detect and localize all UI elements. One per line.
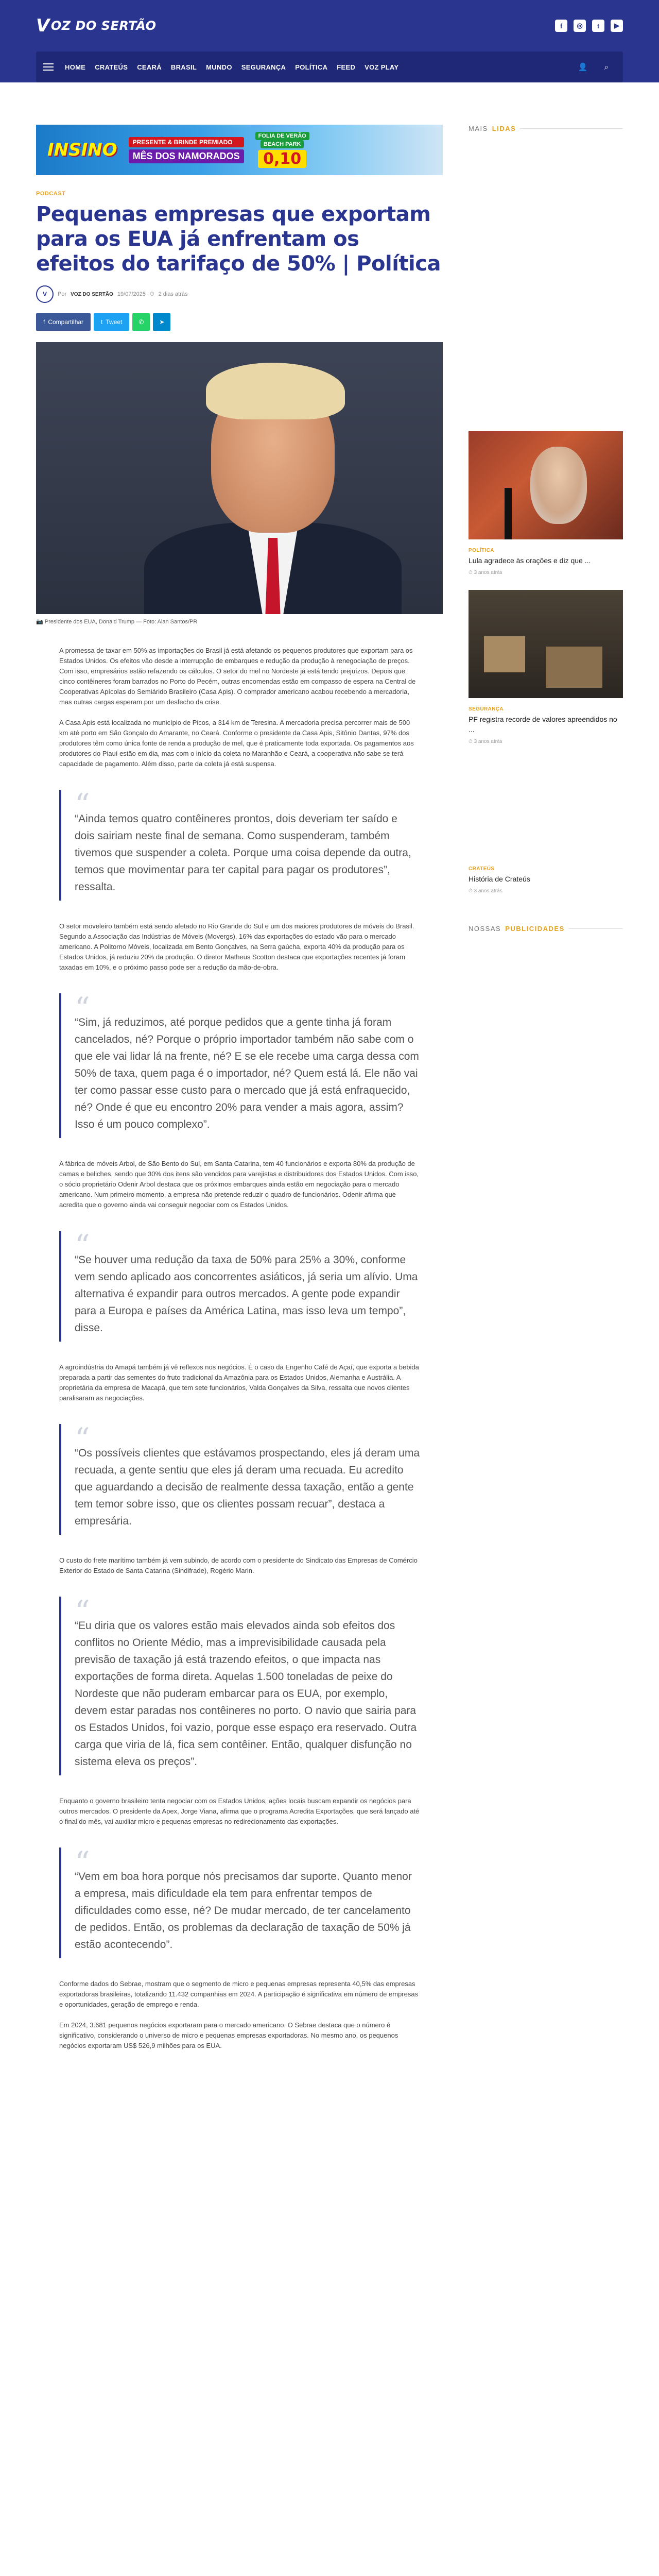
blockquote [59,993,420,1138]
nav-ceara[interactable]: CEARÁ [137,63,162,71]
ad-promo [255,132,309,168]
share-facebook-label: Compartilhar [48,318,84,326]
twitter-icon[interactable]: t [592,20,604,32]
ad-promo-top: FOLIA DE VERÃO [255,132,309,140]
paragraph: A Casa Apis está localizada no município de Picos, a 314 km de Teresina. A mercadoria precisa percorrer mais de 500 km até porto em São Gonçalo do Amarante, no Ceará. Conforme o presidente da Casa Apis, Sitônio Dantas, 97% dos produtores têm como única fonte de renda a produção de mel, que é praticamente toda exportada. Os pagamentos aos produtores do Piauí estão em dia, mas com o início da coleta no Maranhão e Ceará, a cooperativa não sabe se terá capacidade de pagamento. Além disso, parte da coleta já está suspensa. [59,719,414,768]
twitter-icon: t [101,318,103,326]
site-header [0,0,659,82]
paragraph: A agroindústria do Amapá também já vê reflexos nos negócios. É o caso da Engenho Café de Açaí, que exporta a bebida preparada a partir das sementes do fruto tradicional da Amazônia para os Estados Unidos, Alemanha e Austrália. A proprietária da empresa de Macapá, que tem sete funcionários, Valda Gonçalves da Silva, ressalta que novos clientes paralisaram as negociações. [59,1363,419,1402]
author-avatar[interactable]: V [36,285,54,303]
share-whatsapp-button[interactable] [132,313,150,331]
author-name[interactable]: VOZ DO SERTÃO [71,291,113,297]
hero-image [36,342,443,614]
quote-text: “Vem em boa hora porque nós precisamos dar suporte. Quanto menor a empresa, mais dificuldade ela tem para enfrentar tempos de dificuldades como esse, né? De mudar mercado, de ter cancelamento de pedidos. Então, os problemas da declaração de taxação de 50% já estão acontecendo”. [75,1871,412,1951]
nav-politica[interactable]: POLÍTICA [295,63,328,71]
social-links [555,20,623,32]
user-icon[interactable]: 👤 [578,63,588,72]
most-read-highlight: LIDAS [492,125,516,132]
post-title[interactable]: Lula agradece às orações e diz que ... [469,556,591,565]
facebook-icon: f [43,318,45,326]
box-shape [546,647,602,688]
blockquote [59,1228,420,1342]
nav-mundo[interactable]: MUNDO [206,63,232,71]
nav-voz-play[interactable]: VOZ PLAY [365,63,399,71]
post-date: ⏱ 3 anos atrás [469,739,502,744]
paragraph: O custo do frete marítimo também já vem subindo, de acordo com o presidente do Sindicato das Empresas de Comércio Exterior do Estado de Santa Catarina (Sindifrade), Rogério Marin. [59,1556,418,1574]
ad-brand: INSINO [47,140,117,160]
ad-line-1: PRESENTE & BRINDE PREMIADO [129,137,244,147]
quote-icon: “ [75,1228,90,1263]
nav-seguranca[interactable]: SEGURANÇA [241,63,286,71]
telegram-icon: ➤ [159,318,165,326]
paragraph: Enquanto o governo brasileiro tenta negociar com os Estados Unidos, ações locais buscam expandir os negócios para outros mercados. O presidente da Apex, Jorge Viana, afirma que o programa Acredita Exportações, que será lançado até o final do mês, vai auxiliar micro e pequenas empresas no redirecionamento das exportações. [59,1797,420,1825]
quote-text: “Se houver uma redução da taxa de 50% para 25% a 30%, conforme vem sendo aplicado aos concorrentes asiáticos, já seria um alívio. Uma alternativa é expandir para outros mercados. A gente pode expandir para a Europa e países da América Latina, mas isso leva um tempo”, disse. [75,1254,418,1334]
topbar [36,0,623,52]
nav-feed[interactable]: FEED [337,63,356,71]
search-icon[interactable]: ⌕ [604,62,609,72]
list-item[interactable] [469,431,623,575]
share-facebook-button[interactable] [36,313,91,331]
sidebar [469,125,623,2061]
post-date: ⏱ 3 anos atrás [469,888,502,894]
author-prefix: Por [58,291,67,297]
share-row [36,313,443,331]
paragraph: A fábrica de móveis Arbol, de São Bento do Sul, em Santa Catarina, tem 40 funcionários e exporta 80% da produção de camas e beliches, sendo que 30% dos itens são vendidos para varejistas e distribuidores dos Estados Unidos. Com isso, o sócio proprietário Odenir Arbol destaca que os próximos embarques ainda estão em negociação para o mercado americano. Num primeiro momento, a empresa não pretende reduzir o quadro de funcionários. Odenir afirma que acredita que o governo ainda vai conseguir negociar com os Estados Unidos. [59,1160,419,1209]
blockquote [59,787,420,901]
quote-text: “Os possíveis clientes que estávamos prospectando, eles já deram uma recuada, a gente sentiu que eles já deram uma recuada. Eu acredito que aguardando a decisão de realmente dessa taxação, então a gente tem temor sobre isso, que os clientes possam recuar”, destaca a empresária. [75,1447,420,1527]
paragraph: O setor moveleiro também está sendo afetado no Rio Grande do Sul e um dos maiores produtores de móveis do Brasil. Segundo a Associação das Indústrias de Móveis (Movergs), 16% das exportações do estado vão para o mercado americano. A Politorno Móveis, localizada em Bento Gonçalves, na Serra gaúcha, exporta 40% da produção para os Estados Unidos, já reduziu 20% da produção. O diretor Matheus Scotton destaca que exportações recentes já foram taxadas em 10%, e o próximo passo pode ser a redução da mão-de-obra. [59,922,414,971]
article-meta [36,285,443,303]
microphone-shape [505,488,512,539]
article-title: Pequenas empresas que exportam para os EUA já enfrentam os efeitos do tarifaço de 50% | Política [36,202,441,276]
quote-text: “Eu diria que os valores estão mais elevados ainda sob efeitos dos conflitos no Oriente Médio, mas a imprevisibilidade causada pela previsão de taxação já está trazendo efeitos, o que impacta nas exportações de forma direta. Aquelas 1.500 toneladas de peixe do Nordeste que não puderam embarcar para os EUA, por exemplo, devem estar paradas nos contêineres no porto. O navio que sairia para os Estados Unidos, foi vazio, porque esse espaço era reservado. Outra carga que viria de lá, fica sem contêiner. Então, qualquer disfunção no sistema eleva os preços”. [75,1620,417,1768]
share-telegram-button[interactable] [153,313,170,331]
ad-price: 0,10 [258,150,306,168]
ads-heading [469,925,623,933]
quote-icon: “ [75,1594,90,1629]
ads-pre: NOSSAS [469,925,501,933]
quote-icon: “ [75,1845,90,1880]
share-twitter-label: Tweet [106,318,123,326]
article-date: 19/07/2025 [117,291,146,297]
quote-icon: “ [75,991,90,1026]
post-category[interactable]: SEGURANÇA [469,706,504,712]
page-container [36,82,623,2061]
site-logo[interactable] [36,15,157,36]
facebook-icon[interactable]: f [555,20,567,32]
blockquote [59,1421,420,1535]
person-shape [530,447,587,524]
article-main [36,125,443,2061]
menu-icon[interactable] [43,61,54,73]
sidebar-blank [469,132,623,431]
blockquote [59,1594,420,1775]
paragraph: Em 2024, 3.681 pequenos negócios exportaram para o mercado americano. O Sebrae destaca que o número é significativo, considerando o universo de micro e pequenas empresas exportadoras. No mesmo ano, os pequenos negócios exportaram US$ 526,9 milhões para os EUA. [59,2021,398,2049]
post-title[interactable]: História de Crateús [469,875,530,883]
hero-caption: 📷 Presidente dos EUA, Donald Trump — Foto: Alan Santos/PR [36,619,198,625]
post-category[interactable]: CRATEÚS [469,866,495,872]
nav-actions [574,58,616,76]
paragraph: A promessa de taxar em 50% as importações do Brasil já está afetando os pequenos produtores que exportam para os Estados Unidos. Os efeitos vão desde a interrupção de embarques e redução da produção à renegociação de preços. Com isso, empresários estão refazendo os cálculos. O setor do mel no Nordeste já está tendo prejuízos. Depois que cinco contêineres foram barrados no Porto do Pecém, outras encomendas estão em compasso de espera na Central de Cooperativas Apícolas do Semiárido Brasileiro (Casa Apis). O comprador americano acabou recebendo a mercadoria, mas outras cargas esperam por um desfecho da crise. [59,647,416,706]
ads-highlight: PUBLICIDADES [505,925,565,933]
nav-home[interactable]: HOME [65,63,86,71]
ad-line-2: MÊS DOS NAMORADOS [129,149,244,163]
article-category[interactable]: PODCAST [36,191,66,197]
quote-icon: “ [75,787,90,822]
post-thumbnail[interactable] [469,431,623,539]
blockquote [59,1845,420,1958]
youtube-icon[interactable]: ▶ [611,20,623,32]
list-item[interactable] [469,866,623,894]
most-read-pre: MAIS [469,125,488,132]
quote-text: “Sim, já reduzimos, até porque pedidos que a gente tinha já foram cancelados, né? Porque o próprio importador também não sabe com o que ele vai lidar lá na frente, né? E se ele recebe uma carga dessa com 50% de taxa, quem paga é o importador, né? Quem está lá. Ele não vai ter como passar esse custo para o mercado que já está enfraquecido, né? Onde é que eu encontro 20% para vender a mais agora, assim? Isso é um pouco complexo”. [75,1016,419,1130]
ad-banner[interactable] [36,125,443,175]
post-title[interactable]: PF registra recorde de valores apreendidos no ... [469,715,617,734]
paragraph: Conforme dados do Sebrae, mostram que o segmento de micro e pequenas empresas representa 40,5% das empresas exportadoras brasileiras, totalizando 11.432 companhias em 2024. A participação é significativa em número de empresas e oportunidades, geração de emprego e renda. [59,1980,419,2008]
nav-crateus[interactable]: CRATEÚS [95,63,128,71]
whatsapp-icon: ✆ [138,318,144,326]
ad-text [129,137,244,163]
post-date: ⏱ 3 anos atrás [469,570,502,575]
article-ago: 2 dias atrás [158,291,188,297]
list-item[interactable] [469,590,623,744]
main-nav [36,52,623,82]
most-read-heading [469,125,623,132]
instagram-icon[interactable]: ◎ [574,20,586,32]
logo-v-icon: V [36,15,50,36]
quote-text: “Ainda temos quatro contêineres prontos, dois deveriam ter saído e dois sairiam neste final de semana. Como suspenderam, também tivemos que suspender a coleta. Porque uma coisa depende da outra, temos que movimentar para ter capital para pagar os produtores”, ressalta. [75,813,411,893]
post-category[interactable]: POLÍTICA [469,548,494,553]
post-thumbnail[interactable] [469,590,623,698]
article-body [59,646,420,2051]
share-twitter-button[interactable] [94,313,129,331]
clock-icon: ⏱ [149,291,154,297]
ad-promo-sub: BEACH PARK [261,140,304,148]
nav-brasil[interactable]: BRASIL [170,63,197,71]
hero-hair [206,363,345,419]
popular-list [469,431,623,894]
quote-icon: “ [75,1421,90,1456]
box-shape [484,636,525,672]
logo-text: OZ DO SERTÃO [50,19,157,33]
